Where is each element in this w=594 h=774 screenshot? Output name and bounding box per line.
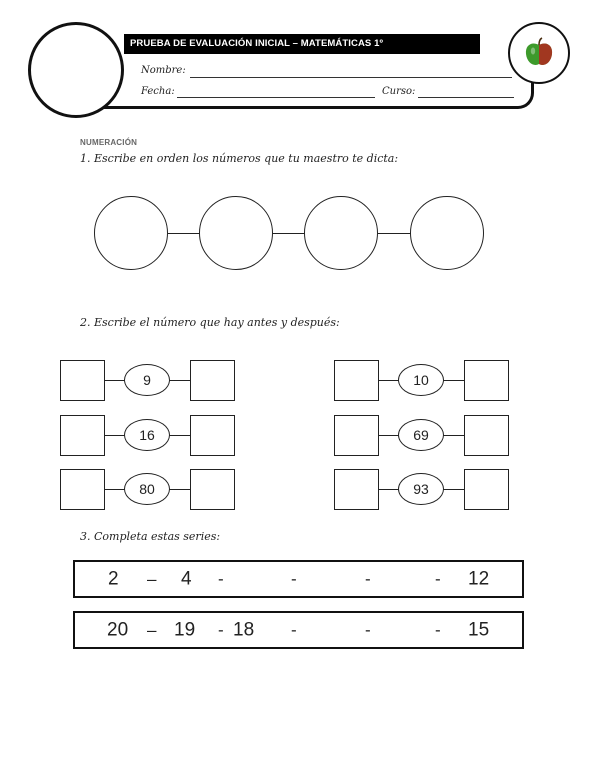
series-separator: - xyxy=(365,569,371,589)
number-oval: 16 xyxy=(124,419,170,451)
series-separator: - xyxy=(365,620,371,640)
section-label: NUMERACIÓN xyxy=(80,138,138,147)
series-term: 20 xyxy=(107,619,129,641)
worksheet-title: PRUEBA DE EVALUACIÓN INICIAL – MATEMÁTICAS 1º xyxy=(124,34,480,54)
series-separator: - xyxy=(291,569,297,589)
answer-circle-1[interactable] xyxy=(94,196,168,270)
before-box[interactable] xyxy=(334,360,379,401)
answer-circle-3[interactable] xyxy=(304,196,378,270)
answer-circle-2[interactable] xyxy=(199,196,273,270)
fecha-label: Fecha: xyxy=(141,86,175,97)
before-box[interactable] xyxy=(60,469,105,510)
nombre-field[interactable] xyxy=(190,77,512,78)
curso-label: Curso: xyxy=(382,86,416,97)
question-3: 3. Completa estas series: xyxy=(80,530,221,543)
series-term: 12 xyxy=(468,568,490,590)
after-box[interactable] xyxy=(464,415,509,456)
series-box-1[interactable] xyxy=(73,560,524,598)
before-box[interactable] xyxy=(60,360,105,401)
answer-circle-4[interactable] xyxy=(410,196,484,270)
series-separator: - xyxy=(291,620,297,640)
series-term: 4 xyxy=(181,568,192,590)
series-term: 15 xyxy=(468,619,490,641)
photo-circle xyxy=(28,22,124,118)
after-box[interactable] xyxy=(190,469,235,510)
before-box[interactable] xyxy=(334,415,379,456)
connector xyxy=(273,233,306,234)
nombre-label: Nombre: xyxy=(141,65,186,76)
number-oval: 9 xyxy=(124,364,170,396)
series-separator: - xyxy=(435,569,441,589)
series-box-2[interactable] xyxy=(73,611,524,649)
series-term: 18 xyxy=(233,619,255,641)
after-box[interactable] xyxy=(464,360,509,401)
series-separator: - xyxy=(218,569,224,589)
series-term: 2 xyxy=(108,568,119,590)
number-oval: 80 xyxy=(124,473,170,505)
number-oval: 69 xyxy=(398,419,444,451)
apple-icon xyxy=(522,36,556,70)
curso-field[interactable] xyxy=(418,97,514,98)
fecha-field[interactable] xyxy=(177,97,375,98)
connector xyxy=(378,233,411,234)
after-box[interactable] xyxy=(190,415,235,456)
question-2: 2. Escribe el número que hay antes y después: xyxy=(80,316,340,329)
after-box[interactable] xyxy=(190,360,235,401)
after-box[interactable] xyxy=(464,469,509,510)
connector xyxy=(168,233,201,234)
number-oval: 93 xyxy=(398,473,444,505)
series-term: 19 xyxy=(174,619,196,641)
series-separator: – xyxy=(147,620,157,640)
before-box[interactable] xyxy=(60,415,105,456)
series-separator: – xyxy=(147,569,157,589)
before-box[interactable] xyxy=(334,469,379,510)
question-1: 1. Escribe en orden los números que tu maestro te dicta: xyxy=(80,152,399,165)
series-separator: - xyxy=(435,620,441,640)
number-oval: 10 xyxy=(398,364,444,396)
series-separator: - xyxy=(218,620,224,640)
